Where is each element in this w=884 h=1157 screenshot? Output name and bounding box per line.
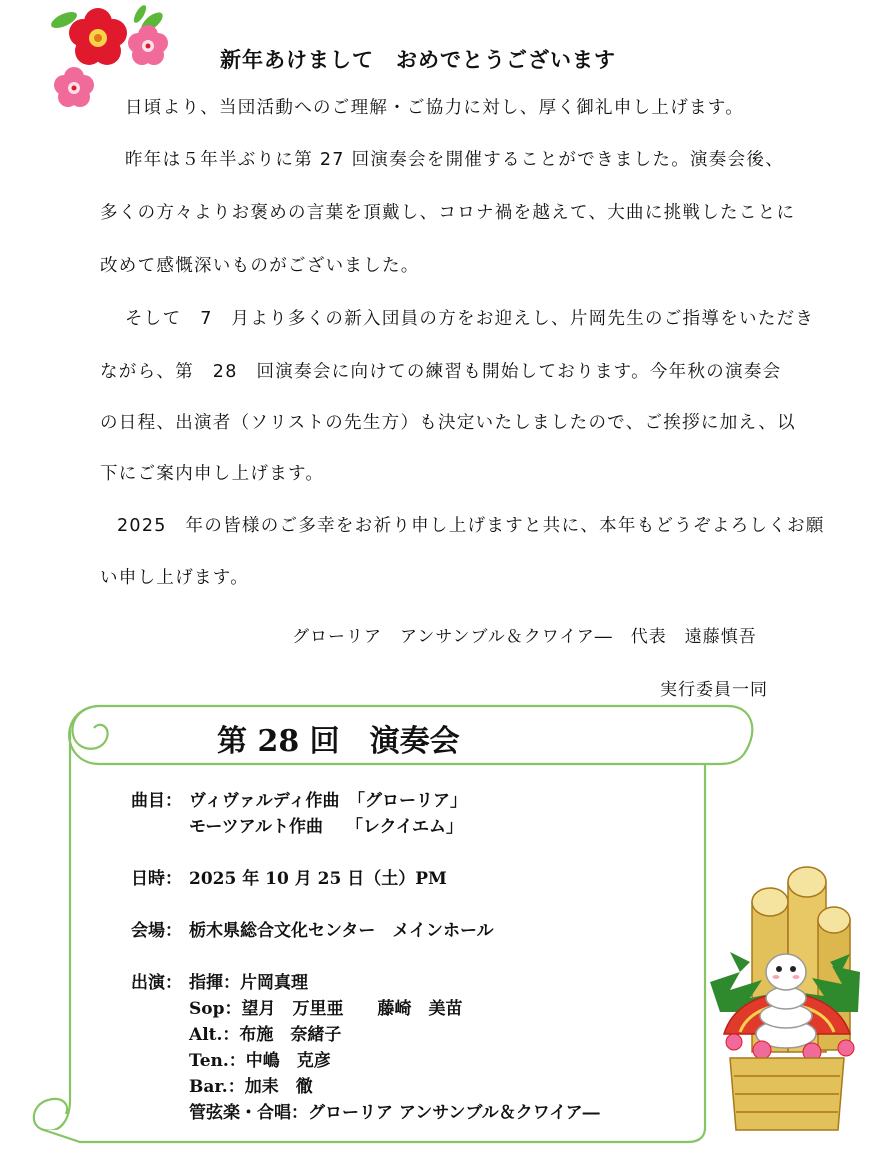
signature-org: グローリア アンサンブル＆クワイア― 代表 遠藤慎吾 xyxy=(292,627,757,647)
signature-committee: 実行委員一同 xyxy=(660,680,768,700)
letter-line-9: 2025 年の皆様のご多幸をお祈り申し上げますと共に、本年もどうぞよろしくお願 xyxy=(117,516,825,536)
kadomatsu-snake-icon xyxy=(700,862,872,1132)
program-label: 曲目： xyxy=(131,791,182,811)
letter-line-4: 改めて感慨深いものがございました。 xyxy=(100,256,420,276)
date-label: 日時： xyxy=(131,869,182,889)
cast-soprano: Sop：望月 万里亜 藤崎 美苗 xyxy=(189,999,463,1019)
letter-line-5: そして 7 月より多くの新入団員の方をお迎えし、片岡先生のご指導をいただき xyxy=(125,309,815,329)
letter-line-1: 日頃より、当団活動へのご理解・ご協力に対し、厚く御礼申し上げます。 xyxy=(125,98,744,118)
letter-line-2: 昨年は５年半ぶりに第 27 回演奏会を開催することができました。演奏会後、 xyxy=(125,150,784,170)
cast-label: 出演： xyxy=(131,973,182,993)
cast-bass: Bar.：加耒 徹 xyxy=(189,1077,313,1097)
letter-line-7: の日程、出演者（ソリストの先生方）も決定いたしましたので、ご挨拶に加え、以 xyxy=(100,413,796,433)
greeting-title: 新年あけまして おめでとうございます xyxy=(220,48,616,72)
concert-date: 2025 年 10 月 25 日（土）PM xyxy=(189,869,447,889)
program-item-1: ヴィヴァルディ作曲 「グローリア」 xyxy=(189,791,467,811)
cast-tenor: Ten.：中嶋 克彦 xyxy=(189,1051,331,1071)
letter-line-3: 多くの方々よりお褒めの言葉を頂戴し、コロナ禍を越えて、大曲に挑戦したことに xyxy=(100,203,796,223)
program-item-2: モーツアルト作曲 「レクイエム」 xyxy=(189,817,464,837)
letter-line-10: い申し上げます。 xyxy=(100,568,249,588)
venue-label: 会場： xyxy=(131,921,182,941)
cast-conductor: 指揮：片岡真理 xyxy=(189,973,308,993)
letter-line-8: 下にご案内申し上げます。 xyxy=(100,464,325,484)
concert-title: 第 28 回 演奏会 xyxy=(217,724,460,759)
concert-venue: 栃木県総合文化センター メインホール xyxy=(189,921,494,941)
cast-alto: Alt.：布施 奈緒子 xyxy=(189,1025,342,1045)
cast-orchestra-choir: 管弦楽・合唱：グローリア アンサンブル＆クワイア― xyxy=(189,1103,600,1123)
letter-line-6: ながら、第 28 回演奏会に向けての練習も開始しております。今年秋の演奏会 xyxy=(100,362,782,382)
